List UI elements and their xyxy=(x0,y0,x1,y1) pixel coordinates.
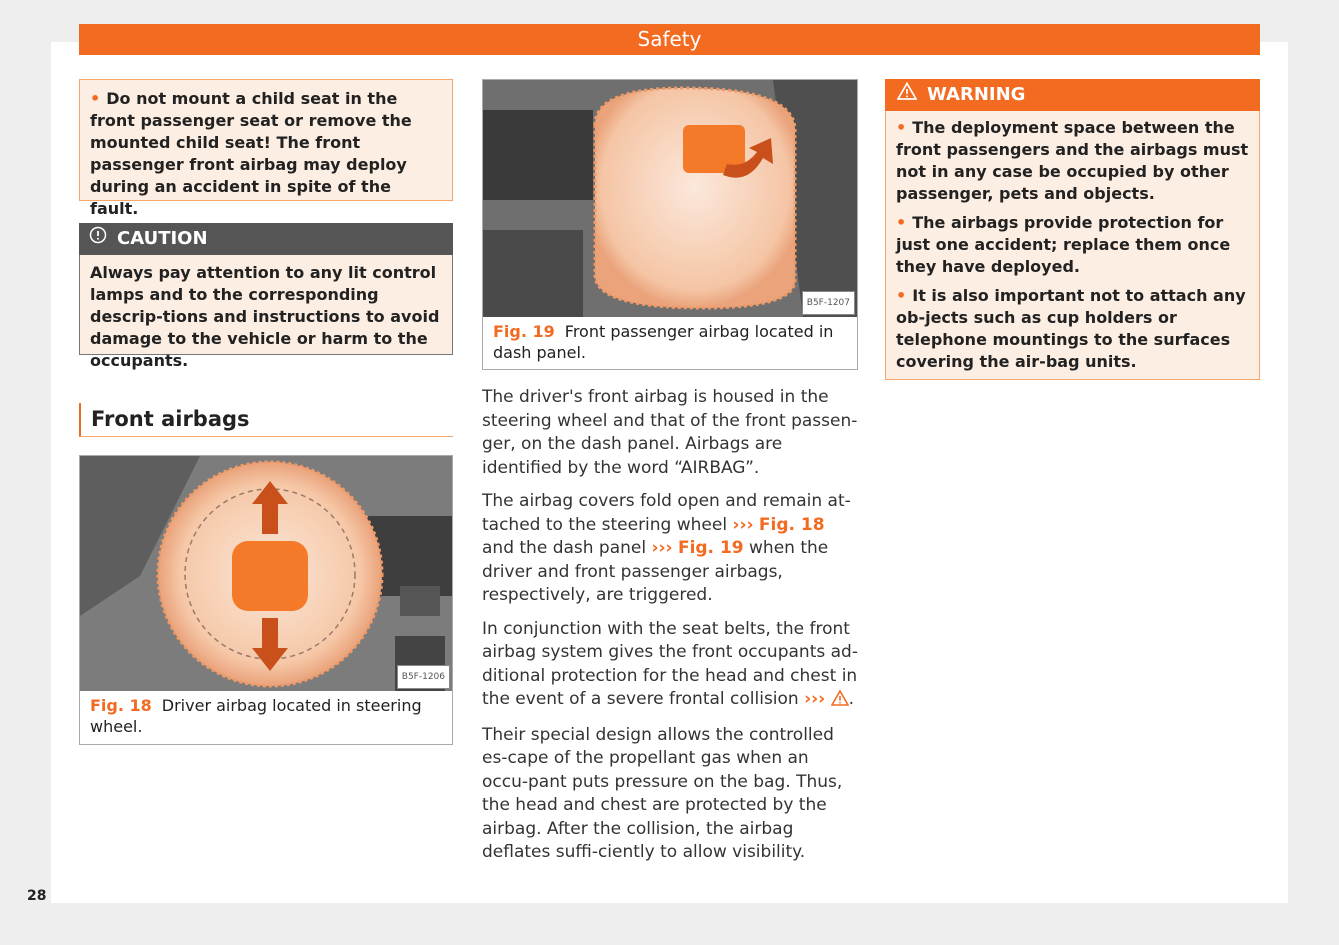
caution-header xyxy=(79,223,453,255)
notice-text: Do not mount a child seat in the front passenger seat or remove the mounted child seat! The front passenger front airbag may deploy during an accident in spite of the fault. xyxy=(90,89,412,218)
page-number: 28 xyxy=(27,888,47,904)
paragraph-1: The driver's front airbag is housed in the steering wheel and that of the front passen-ger, on the dash panel. Airbags are identified by the word “AIRBAG”. xyxy=(482,387,858,478)
figure-label: Fig. 19 xyxy=(493,322,555,341)
caution-text: Always pay attention to any lit control lamps and to the corresponding descrip-tions and instructions to avoid damage to the vehicle or harm to the occupants. xyxy=(79,255,453,355)
figure-caption xyxy=(483,317,857,367)
passenger-airbag-illustration xyxy=(483,80,857,317)
caution-box xyxy=(79,223,453,370)
paragraph-2-text-a: The airbag covers fold open and remain at-tached to the steering wheel xyxy=(482,491,851,535)
middle-column xyxy=(482,79,858,875)
page-header: Safety xyxy=(79,24,1260,55)
bullet-icon: • xyxy=(896,286,907,305)
warning-item-text: The airbags provide protection for just one accident; replace them once they have deployed. xyxy=(896,213,1231,276)
driver-airbag-illustration xyxy=(80,456,452,691)
warning-item xyxy=(896,285,1249,373)
warning-triangle-icon[interactable] xyxy=(831,690,849,714)
warning-item xyxy=(896,212,1249,278)
child-seat-notice xyxy=(79,79,453,218)
ref-arrows: ››› xyxy=(732,514,754,535)
bullet-icon: • xyxy=(896,213,907,232)
paragraph-2-text-b: and the dash panel xyxy=(482,538,647,558)
warning-header xyxy=(885,79,1260,111)
warning-triangle-icon xyxy=(897,79,917,111)
body-text xyxy=(482,386,858,865)
warning-title: WARNING xyxy=(927,84,1026,105)
paragraph-3: In conjunction with the seat belts, the front airbag system gives the front occupants ad-ditional protection for the head and chest in the event of a severe frontal collision ››› . xyxy=(482,618,858,714)
warning-item xyxy=(896,117,1249,205)
bullet-icon: • xyxy=(896,118,907,137)
left-column xyxy=(79,79,453,745)
figure-19 xyxy=(482,79,858,370)
fig-18-link[interactable]: Fig. 18 xyxy=(758,514,825,535)
warning-item-text: It is also important not to attach any ob-jects such as cup holders or telephone mountings to the surfaces covering the air-bag units. xyxy=(896,286,1246,371)
figure-caption-text: Driver airbag located in steering wheel. xyxy=(90,696,422,736)
figure-18 xyxy=(79,455,453,745)
fig-19-link[interactable]: Fig. 19 xyxy=(677,538,744,558)
paragraph-2 xyxy=(482,490,858,608)
ref-arrows: ››› xyxy=(804,689,826,709)
section-title: Front airbags xyxy=(79,403,453,437)
right-column xyxy=(885,79,1260,380)
caution-title: CAUTION xyxy=(117,228,208,249)
paragraph-3-text: In conjunction with the seat belts, the front airbag system gives the front occupants ad-ditional protection for the head and chest in the event of a severe frontal collision xyxy=(482,618,858,709)
figure-label: Fig. 18 xyxy=(90,696,152,715)
figure-code: B5F-1207 xyxy=(802,291,855,315)
figure-code: B5F-1206 xyxy=(397,665,450,689)
ref-arrows: ››› xyxy=(651,538,673,558)
info-circle-icon xyxy=(89,223,107,255)
warning-body xyxy=(885,111,1260,380)
warning-item-text: The deployment space between the front passengers and the airbags must not in any case be occupied by other passenger, pets and objects. xyxy=(896,118,1249,203)
paragraph-4: Their special design allows the controlled es-cape of the propellant gas when an occu-pant puts pressure on the bag. Thus, the head and chest are protected by the airbag. After the collision, the airbag deflates suffi-ciently to allow visibility. xyxy=(482,724,843,862)
bullet-icon: • xyxy=(90,89,101,108)
paragraph-2-text-c: when the driver and front passenger airbags, respectively, are triggered. xyxy=(482,538,829,605)
figure-caption-text: Front passenger airbag located in dash panel. xyxy=(493,322,834,362)
figure-caption xyxy=(80,691,452,741)
